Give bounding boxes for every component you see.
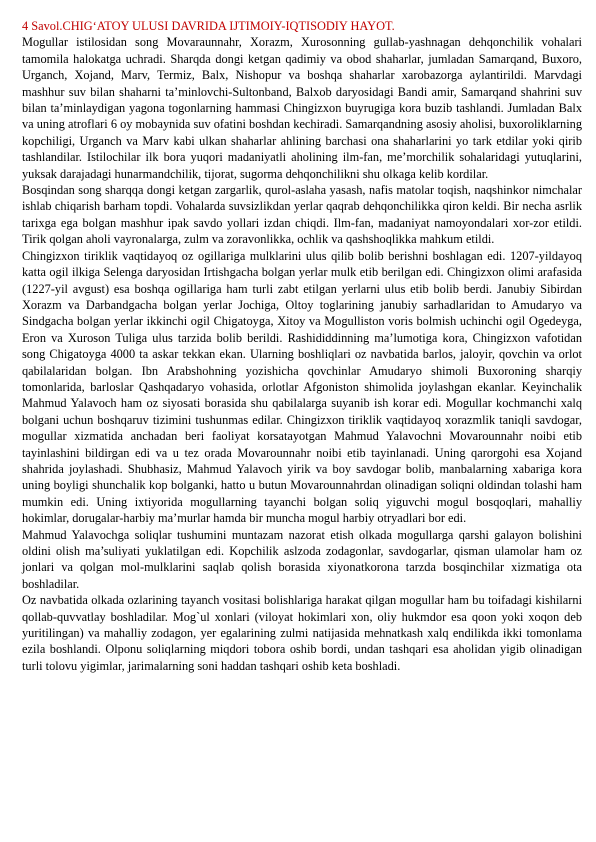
document-page (22, 18, 582, 674)
paragraph-crafts-decline: Bosqindan song sharqqa dongi ketgan zargarlik, qurol-aslaha yasash, nafis matolar toqish, naqshinkor nimchalar ishlab chiqarish barham topdi. Vohalarda suvsizlikdan yerlar qaqrab dehqonchilikka qiron keldi. Bir necha asrlik tarixga ega bolgan mashhur ipak savdo yollari izdan chiqdi. Ilm-fan, madaniyat namoyondalari xor-zor etildi. Tirik qolgan aholi vayronalarga, zulm va zoravonlikka, ochlik va qashshoqlikka mahkum etildi. (22, 183, 582, 247)
paragraph-ulus-division: Chingizxon tiriklik vaqtidayoq oz ogillariga mulklarini ulus qilib bolib berishni boshlagan edi. 1207-yildayoq katta ogil ilkiga Selenga daryosidan Irtishgacha bolgan yerlar mulk etib berilgan edi. Chingizxon olimi arafasida (1227-yil avgust) esa boshqa ogillariga ham turli zabt etilgan yerlarni ulus etib bolib berdi. Janubiy Sibirdan Xorazm va Darbandgacha bolgan yerlar Jochiga, Oltoy toglarining janubiy sarhadlaridan to Amudaryo va Sindgacha bolgan yerlar ikkinchi ogil Chigatoyga, Xitoy va Mogulliston voris bolmish uchinchi ogil Ogedeyga, Eron va Xuroson Tuliga ulus tarzida bolib berildi. Rashididdinning ma’lumotiga kora, Chingizxon vafotidan song Chigatoyga 4000 ta askar tekkan ekan. Ularning boshliqlari oz navbatida barlos, jaloyir, qovchin va orlot qabilalaridan bolgan. Ibn Arabshohning yozishicha qovchinlar Amudaryo shimoli Buxoroning sharqiy tomonlarida, barloslar Qashqadaryo vohasida, orlotlar Afgoniston shimolida joylashgan ekanlar. Keyinchalik Mahmud Yalavoch ham oz siyosati borasida shu qabilalarga suyanib ish korar edi. Mogullar kochmanchi xalq bolgani uchun boshqaruv tizimini tushunmas edilar. Chingizxon tiriklik vaqtidayoq xorazmlik taniqli savdogar, mogullar xizmatida anchadan beri faoliyat korsatayotgan Mahmud Yalavochni Movarounnahr noibi etib tayinlashini bildirgan edi va u tez orada Movarounnahr noibi etib tayinlanadi. Uning qarorgohi esa Xojand shahrida joylashadi. Shubhasiz, Mahmud Yalavoch yirik va boy savdogar bolib, manbalarning xabariga kora uning boyligi shunchalik kop bolganki, hatto u butun Movarounnahrdan olinadigan soliqni oldindan tolashi ham mumkin edi. Uning ixtiyorida mogullarning tayanchi bolgan soliq yiguvchi mogul bosqoqlari, mahalliy hokimlar, dorugalar-harbiy ma’murlar hamda bir muncha mogul harbiy otryadlari bor edi. (22, 248, 582, 526)
paragraph-destruction: Mogullar istilosidan song Movaraunnahr, Xorazm, Xurosonning gullab-yashnagan dehqonchilik vohalari tamomila halokatga uchradi. Sharqda dongi ketgan qadimiy va obod shaharlar, jumladan Samarqand, Buxoro, Urganch, Xojand, Marv, Termiz, Balx, Nishopur va boshqa shaharlar xarobazorga aylantirildi. Marvdagi mashhur suv bilan shaharni ta’minlovchi-Sultonband, Balxob daryosidagi Bandi amir, Samarqand shahrini suv bilan ta’minlaydigan yagona togonlarning hammasi Chingizxon buyrugiga kora buzib tashlandi. Jumladan Balx va uning atroflari 6 oy mobaynida suv ofatini boshdan kechiradi. Samarqandning asosiy aholisi, buxoroliklarning kopchiligi, Urganch va Marv kabi ulkan shaharlar ahlining barchasi ona shaharlarini yo tark etdilar yoki qirib tashlandilar. Istilochilar ilk bora yuqori madaniyatli aholining ilm-fan, me’morchilik sohalaridagi yutuqlarini, yuksak darajadagi hunarmandchilik, tijorat, sugorma dehqonchilikni shu olkaga kelib kordilar. (22, 35, 582, 181)
section-heading: 4 Savol.CHIG‘ATOY ULUSI DAVRIDA IJTIMOIY-IQTISODIY HAYOT. (22, 19, 395, 33)
paragraph-oppression: Oz navbatida olkada ozlarining tayanch vositasi bolishlariga harakat qilgan mogullar ham bu toifadagi kishilarni qollab-quvvatlay boshladilar. Mog`ul xonlari (viloyat hokimlari xon, oliy hukmdor esa qoon yoki xoqon deb yuritilingan) va mahalliy zodagon, yer egalarining zulmi natijasida mehnatkash xalq endilikda ikki tomonlama ezila boshlandi. Olponu soliqlarning miqdori tobora oshib bordi, undan tashqari esa aholidan yigib olinadigan turli tolovu yigimlar, jarimalarning soni haddan tashqari oshib keta boshladi. (22, 593, 582, 673)
paragraph-yalavoch-duties: Mahmud Yalavochga soliqlar tushumini muntazam nazorat etish olkada mogullarga qarshi galayon bolishini oldini olish ma’suliyati yuklatilgan edi. Kopchilik aslzoda zodagonlar, savdogarlar, qisman ulamolar ham oz jonlari va qolgan mol-mulklarini saqlab qolish borasida xiyonatkorona tarzda bosqinchilar xizmatiga ota boshladilar. (22, 527, 582, 591)
